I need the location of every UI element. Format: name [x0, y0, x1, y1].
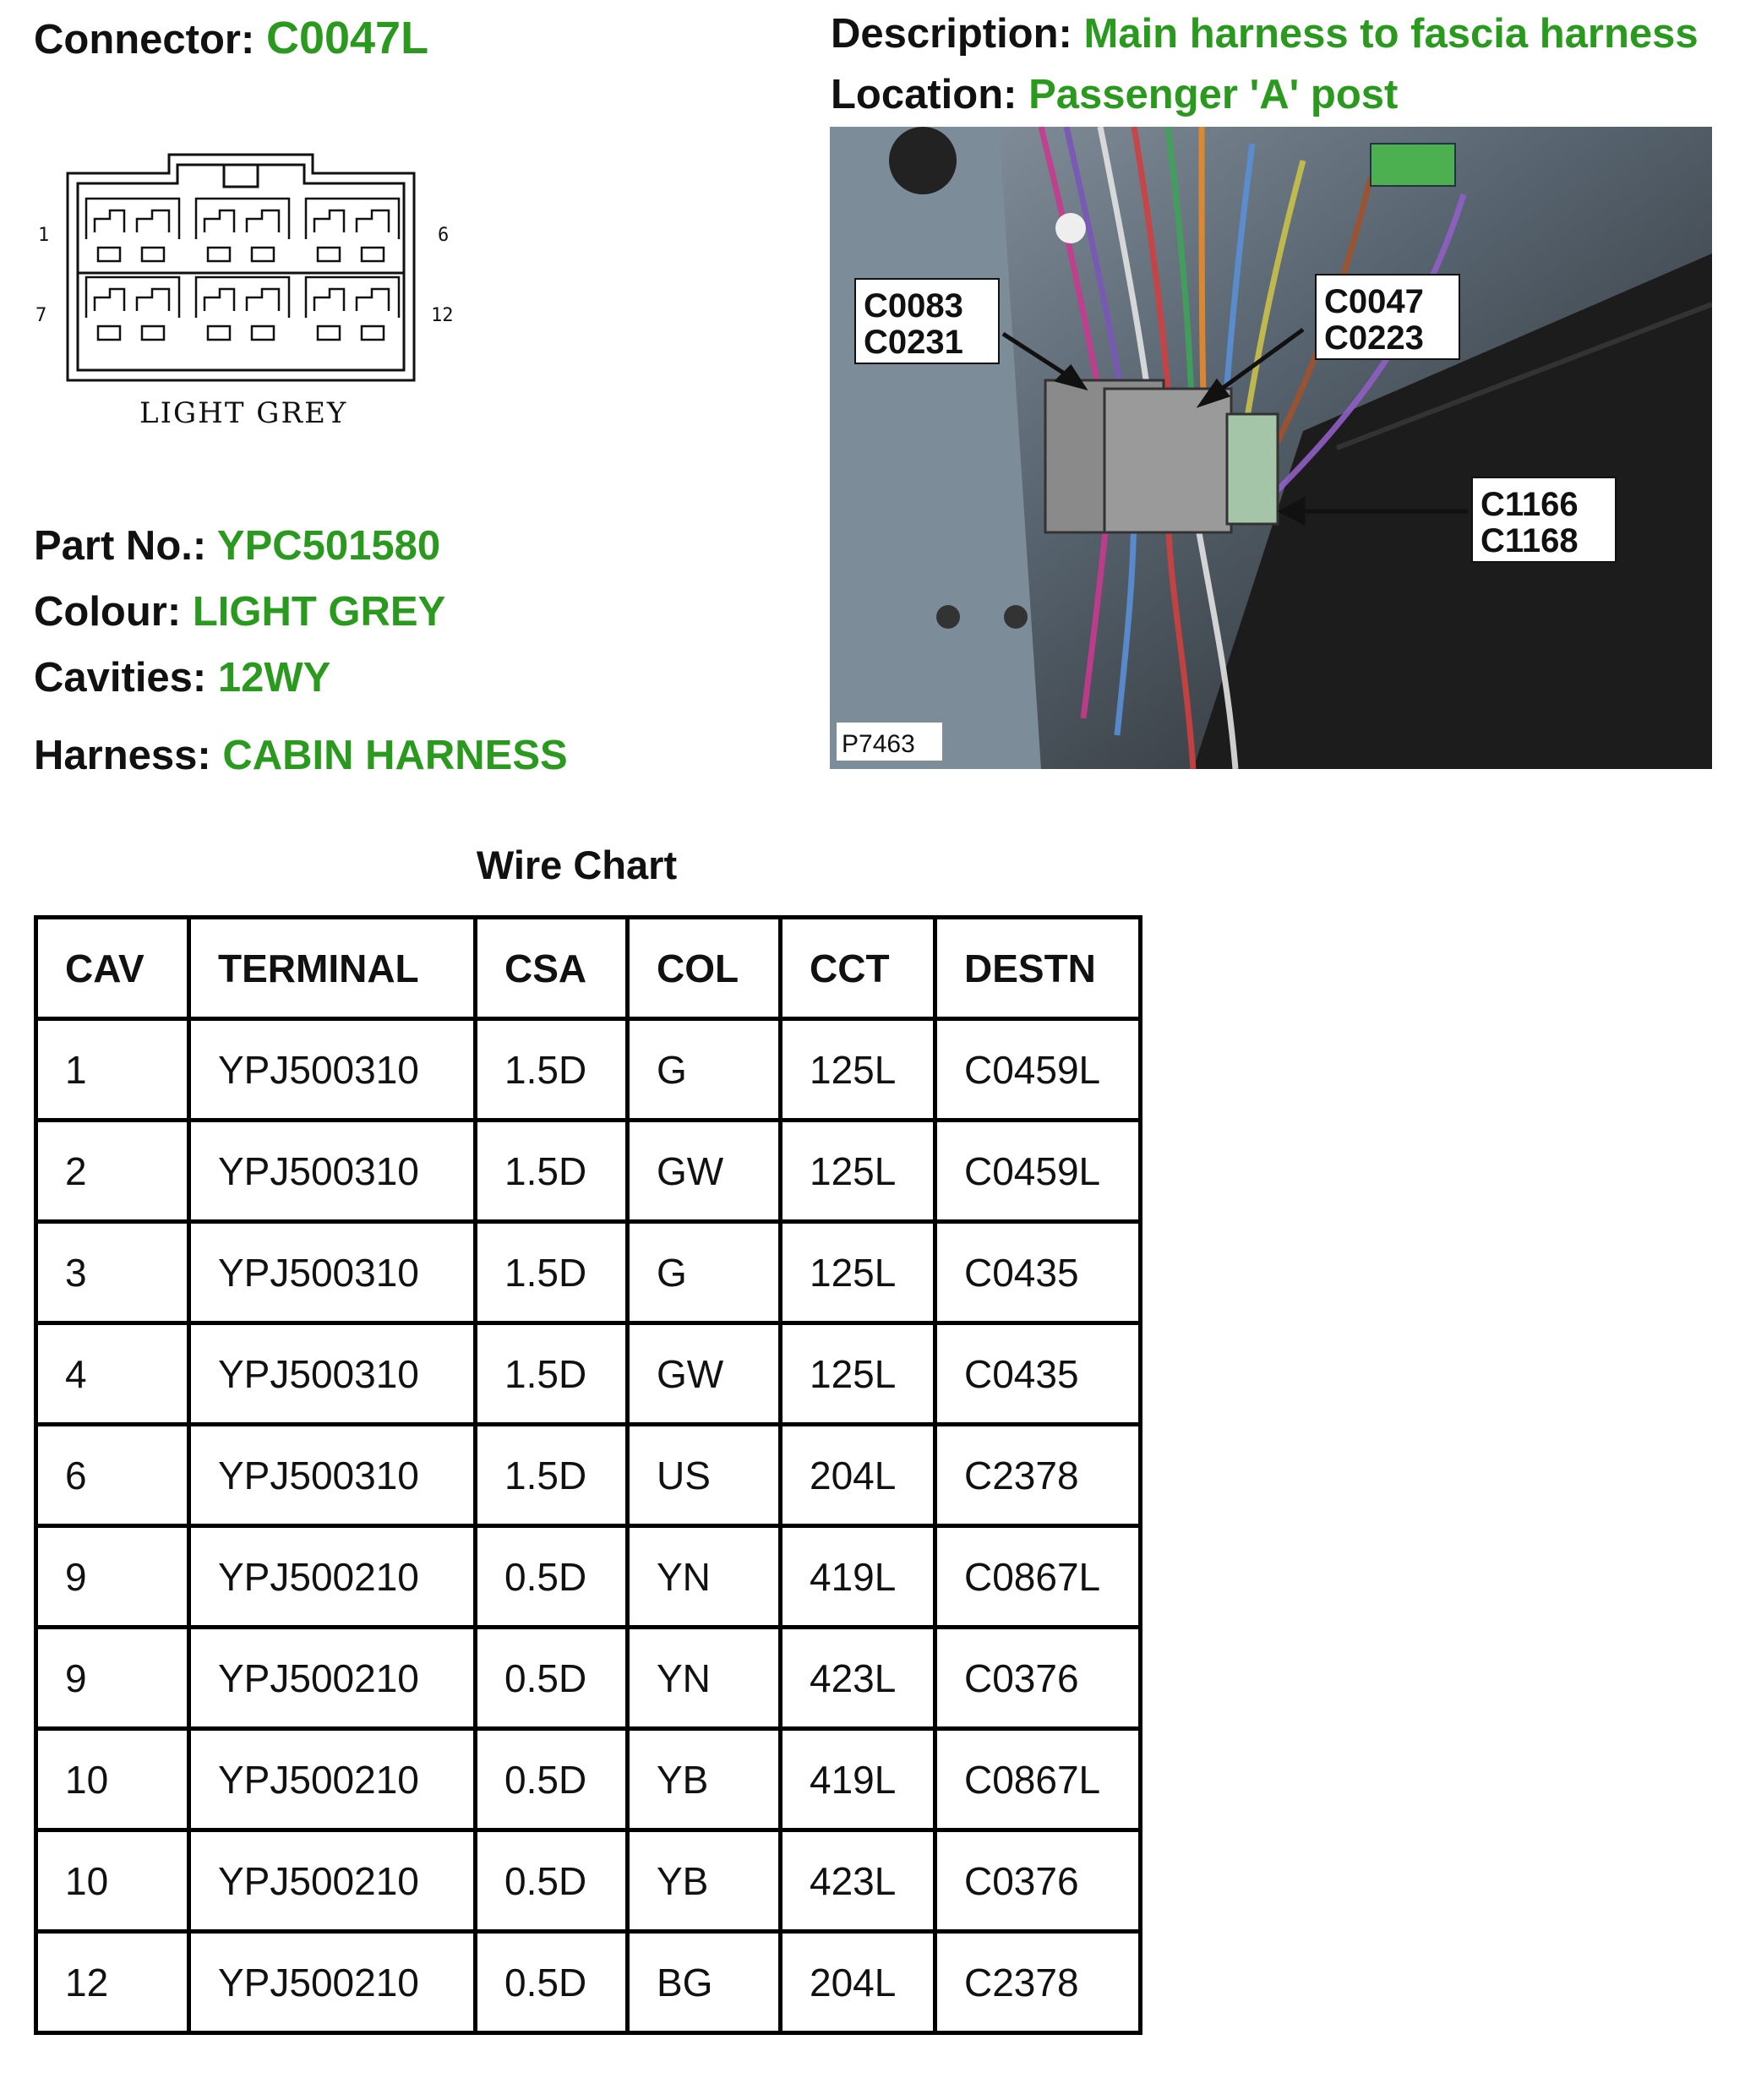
cell-csa: 0.5D	[476, 1628, 628, 1729]
callout-c0231: C0231	[864, 324, 963, 361]
harness-field	[34, 735, 568, 777]
terminal-slot	[252, 326, 274, 340]
terminal-slot	[142, 326, 164, 340]
location-field	[831, 74, 1398, 116]
cell-destn: C0435	[935, 1323, 1141, 1425]
cavities-label: Cavities:	[34, 655, 207, 701]
cell-destn: C0867L	[935, 1729, 1141, 1830]
location-label: Location:	[831, 72, 1017, 117]
cell-cct: 125L	[781, 1323, 935, 1425]
colour-field	[34, 589, 446, 635]
callout-c1168: C1168	[1481, 522, 1579, 559]
cell-cct: 423L	[781, 1628, 935, 1729]
cell-col: G	[628, 1222, 781, 1323]
cell-cav: 9	[36, 1628, 189, 1729]
cell-cav: 10	[36, 1729, 189, 1830]
cell-col: YB	[628, 1729, 781, 1830]
callout-c0223: C0223	[1324, 319, 1424, 357]
cell-cct: 204L	[781, 1425, 935, 1526]
wire-chart-body	[36, 1019, 1141, 2033]
pin-label-6: 6	[438, 225, 450, 246]
header-cav: CAV	[36, 918, 189, 1019]
cell-terminal: YPJ500210	[189, 1932, 476, 2033]
cell-csa: 1.5D	[476, 1019, 628, 1121]
cell-col: GW	[628, 1121, 781, 1222]
cavity-outline	[196, 277, 289, 318]
cell-col: G	[628, 1019, 781, 1121]
part-number-value: YPC501580	[216, 523, 441, 569]
pinout-colour-label: LIGHT GREY	[139, 396, 348, 430]
header-col: COL	[628, 918, 781, 1019]
photo-reference: P7463	[842, 730, 915, 758]
terminal-slot	[208, 326, 230, 340]
colour-value: LIGHT GREY	[192, 589, 446, 635]
cell-csa: 1.5D	[476, 1121, 628, 1222]
table-row	[36, 1222, 1141, 1323]
terminal-slot	[98, 248, 120, 261]
terminal-slot	[318, 326, 340, 340]
cell-csa: 0.5D	[476, 1729, 628, 1830]
location-photo	[830, 127, 1712, 769]
cavities-field	[34, 657, 330, 699]
cell-destn: C0867L	[935, 1526, 1141, 1628]
cell-terminal: YPJ500310	[189, 1323, 476, 1425]
cell-destn: C0459L	[935, 1121, 1141, 1222]
description-label: Description:	[831, 11, 1072, 57]
terminal-slot	[252, 248, 274, 261]
cavity-outline	[86, 277, 179, 318]
cell-cct: 204L	[781, 1932, 935, 2033]
cell-cav: 3	[36, 1222, 189, 1323]
connector-label: Connector:	[34, 17, 255, 63]
cell-terminal: YPJ500310	[189, 1019, 476, 1121]
terminal-slot	[142, 248, 164, 261]
table-row	[36, 1019, 1141, 1121]
cell-destn: C0376	[935, 1628, 1141, 1729]
pin-label-1: 1	[38, 225, 50, 246]
callout-c0047: C0047	[1324, 283, 1424, 320]
pin-label-12: 12	[431, 305, 454, 326]
pin-label-7: 7	[35, 305, 47, 326]
cell-terminal: YPJ500310	[189, 1121, 476, 1222]
terminal-slot	[362, 326, 384, 340]
description-field	[831, 11, 1699, 57]
terminal-slot	[208, 248, 230, 261]
cell-cct: 125L	[781, 1222, 935, 1323]
cell-cct: 125L	[781, 1121, 935, 1222]
callout-c1166: C1166	[1481, 486, 1579, 523]
cell-destn: C2378	[935, 1425, 1141, 1526]
location-photo-illustration	[830, 127, 1712, 769]
cell-destn: C0376	[935, 1830, 1141, 1932]
cell-csa: 1.5D	[476, 1425, 628, 1526]
table-row	[36, 1628, 1141, 1729]
cavities-value: 12WY	[217, 655, 331, 701]
cell-cav: 1	[36, 1019, 189, 1121]
harness-value: CABIN HARNESS	[222, 733, 568, 778]
header-csa: CSA	[476, 918, 628, 1019]
cell-cct: 423L	[781, 1830, 935, 1932]
cell-cct: 125L	[781, 1019, 935, 1121]
cavity-outline	[86, 199, 179, 239]
wire-chart-table	[34, 915, 1142, 2035]
cell-destn: C2378	[935, 1932, 1141, 2033]
cell-col: GW	[628, 1323, 781, 1425]
cell-terminal: YPJ500210	[189, 1729, 476, 1830]
part-number-label: Part No.:	[34, 523, 207, 569]
cell-cav: 10	[36, 1830, 189, 1932]
connector-value: C0047L	[265, 13, 429, 63]
connector-face-drawing	[25, 139, 499, 435]
header-terminal: TERMINAL	[189, 918, 476, 1019]
cell-terminal: YPJ500310	[189, 1222, 476, 1323]
table-row	[36, 1323, 1141, 1425]
callout-c0083: C0083	[864, 287, 963, 325]
table-row	[36, 1830, 1141, 1932]
table-row	[36, 1932, 1141, 2033]
cell-cav: 2	[36, 1121, 189, 1222]
header-cct: CCT	[781, 918, 935, 1019]
cell-cav: 9	[36, 1526, 189, 1628]
terminal-slot	[362, 248, 384, 261]
cell-col: US	[628, 1425, 781, 1526]
cell-col: BG	[628, 1932, 781, 2033]
cell-destn: C0459L	[935, 1019, 1141, 1121]
colour-label: Colour:	[34, 589, 182, 635]
cell-cct: 419L	[781, 1526, 935, 1628]
header-destn: DESTN	[935, 918, 1141, 1019]
cell-cav: 4	[36, 1323, 189, 1425]
cell-cct: 419L	[781, 1729, 935, 1830]
cell-csa: 0.5D	[476, 1526, 628, 1628]
terminal-slot	[318, 248, 340, 261]
table-header-row	[36, 918, 1141, 1019]
part-number-field	[34, 523, 441, 569]
cell-csa: 0.5D	[476, 1932, 628, 2033]
table-row	[36, 1526, 1141, 1628]
cavity-outline	[306, 199, 399, 239]
cavity-outline	[306, 277, 399, 318]
cell-col: YN	[628, 1628, 781, 1729]
terminal-slot	[98, 326, 120, 340]
cell-cav: 6	[36, 1425, 189, 1526]
cell-csa: 1.5D	[476, 1323, 628, 1425]
cavity-outline	[196, 199, 289, 239]
cell-csa: 0.5D	[476, 1830, 628, 1932]
cell-destn: C0435	[935, 1222, 1141, 1323]
wire-chart-title: Wire Chart	[476, 843, 678, 887]
cell-col: YN	[628, 1526, 781, 1628]
table-row	[36, 1729, 1141, 1830]
cell-terminal: YPJ500210	[189, 1628, 476, 1729]
cell-terminal: YPJ500210	[189, 1830, 476, 1932]
cell-terminal: YPJ500310	[189, 1425, 476, 1526]
table-row	[36, 1121, 1141, 1222]
description-value: Main harness to fascia harness	[1083, 11, 1699, 57]
harness-label: Harness:	[34, 733, 211, 778]
cell-csa: 1.5D	[476, 1222, 628, 1323]
connector-pinout-diagram	[25, 139, 499, 435]
cell-terminal: YPJ500210	[189, 1526, 476, 1628]
location-value: Passenger 'A' post	[1028, 72, 1399, 117]
cell-col: YB	[628, 1830, 781, 1932]
connector-field	[34, 15, 428, 61]
table-row	[36, 1425, 1141, 1526]
cell-cav: 12	[36, 1932, 189, 2033]
